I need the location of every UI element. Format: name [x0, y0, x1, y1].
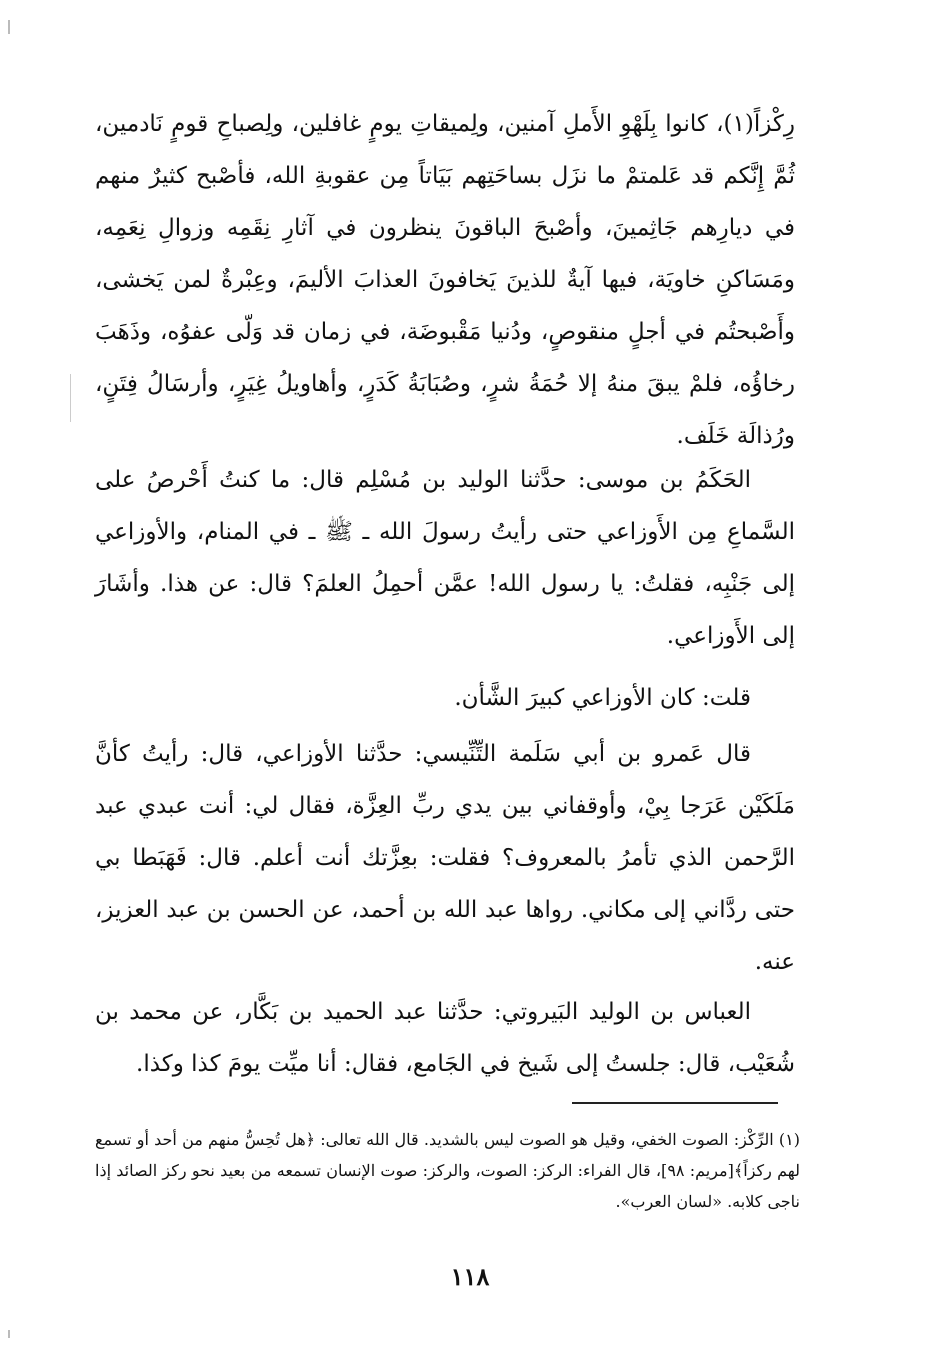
scan-speck	[70, 374, 71, 422]
paragraph-amr-narration: قال عَمرو بن أبي سَلَمة التِّنِّيسي: حدَّثنا الأوزاعي، قال: رأيتُ كأنَّ مَلَكَيْن عَرَجا بِيْ، وأوقفاني بين يدي ربِّ العِزَّة، فقال لي: أنت عبدي عبد الرَّحمن الذي تأمرُ بالمعروف؟ فقلت: بعِزَّتك أنت أعلم. قال: فَهَبَطا بي حتى ردَّاني إلى مكاني. رواها عبد الله بن أحمد، عن الحسن بن عبد العزيز، عنه.	[95, 741, 795, 975]
paragraph-block	[95, 728, 795, 988]
footnote: (١) الرِّكْز: الصوت الخفي، وقيل هو الصوت ليس بالشديد. قال الله تعالى: ﴿هل تُحِسُّ منهم من أحد أو تسمع لهم ركزاً﴾[مريم: ٩٨]، قال الفراء: الركز: الصوت، والركز: صوت الإنسان تسمعه من بعيد نحو ركز الصائد إذا ناجى كلابه. «لسان العرب».	[95, 1130, 801, 1211]
scan-speck	[8, 20, 10, 34]
paragraph-hakam-narration: الحَكَمُ بن موسى: حدَّثنا الوليد بن مُسْلِم قال: ما كنتُ أَحْرصُ على السَّماعِ مِن الأَوزاعي حتى رأيتُ رسولَ الله ـ ﷺ ـ في المنام، والأوزاعي إلى جَنْبِه، فقلتُ: يا رسول الله! عمَّن أحمِلُ العلمَ؟ قال: عن هذا. وأشَارَ إلى الأَوزاعي.	[95, 467, 795, 649]
paragraph-block	[95, 98, 795, 462]
paragraph-sermon: رِكْزاً(١)، كانوا بِلَهْوِ الأَملِ آمنين، ولِميقاتِ يومٍ غافلين، ولِصباحِ قومٍ نَادمين، ثُمَّ إِنَّكم قد عَلمتمْ ما نزَل بساحَتِهم بَيَاتاً مِن عقوبةِ الله، فأصْبح كثيرٌ منهم في ديارِهم جَاثِمينَ، وأصْبحَ الباقونَ ينظرون في آثارِ نِقَمِه وزوالِ نِعَمِه، ومَسَاكنِ خاويَة، فيها آيةٌ للذينَ يَخافونَ العذابَ الأليمَ، وعِبْرةٌ لمن يَخشى، وأَصْبحتُم في أجلٍ منقوصٍ، ودُنيا مَقْبوضَة، في زمان قد وَلّى عفوُه، وذَهَبَ رخاؤُه، فلمْ يبقَ منهُ إلا حُمَةُ شرٍ، وصُبَابَةُ كَدَرٍ، وأهاويلُ غِيَرٍ، وأرسَالُ فِتَنٍ، ورُذالَة خَلَف.	[95, 111, 795, 449]
paragraph-block	[95, 672, 795, 724]
page-number: ١١٨	[450, 1262, 490, 1291]
scan-speck	[8, 1330, 10, 1338]
paragraph-block	[95, 986, 795, 1090]
paragraph-block	[95, 454, 795, 662]
paragraph-author-remark: قلت: كان الأوزاعي كبيرَ الشَّأن.	[454, 685, 751, 711]
footnote-separator	[572, 1102, 778, 1104]
paragraph-abbas-narration: العباس بن الوليد البَيروتي: حدَّثنا عبد الحميد بن بَكَّار، عن محمد بن شُعَيْب، قال: جلستُ إلى شَيخ في الجَامع، فقال: أنا ميِّت يومَ كذا وكذا.	[95, 999, 795, 1077]
